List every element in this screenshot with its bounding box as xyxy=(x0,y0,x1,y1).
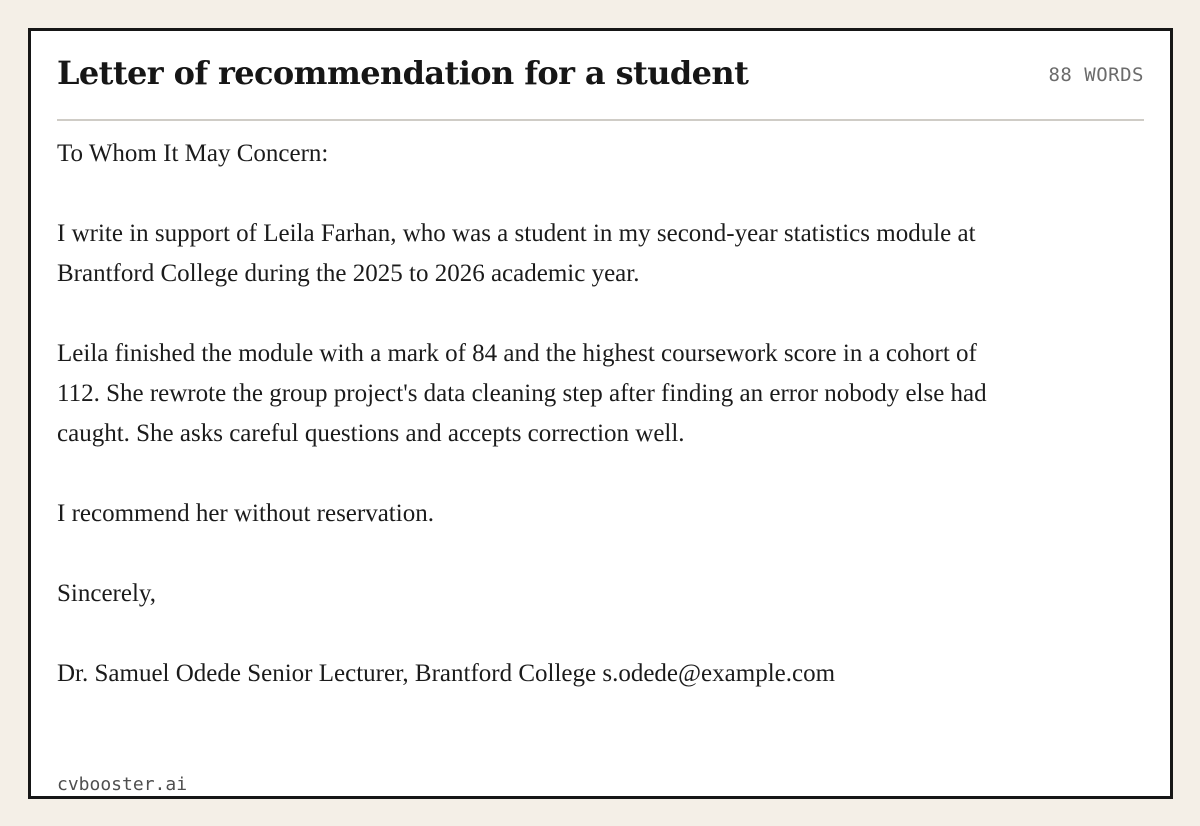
letter-paragraph-performance: Leila finished the module with a mark of 84 and the highest coursework score in a cohort of 112. She rewrote the group project's data cleaning step after finding an error nobody else had caught. She asks careful questions and accepts correction well. xyxy=(57,340,987,447)
letter-salutation: To Whom It May Concern: xyxy=(57,140,329,167)
letter-header xyxy=(57,31,1144,121)
letter-paragraph-recommendation: I recommend her without reservation. xyxy=(57,500,434,527)
letter-body xyxy=(57,134,1007,694)
letter-card xyxy=(28,28,1173,799)
letter-title: Letter of recommendation for a student xyxy=(57,54,749,92)
letter-closing: Sincerely, xyxy=(57,580,157,607)
letter-paragraph-introduction: I write in support of Leila Farhan, who was a student in my second-year statistics module at Brantford College during the 2025 to 2026 academic year. xyxy=(57,220,976,287)
letter-signature: Dr. Samuel Odede Senior Lecturer, Brantford College s.odede@example.com xyxy=(57,660,836,687)
brand-watermark: cvbooster.ai xyxy=(57,774,188,795)
word-count-badge: 88 WORDS xyxy=(1048,64,1144,86)
